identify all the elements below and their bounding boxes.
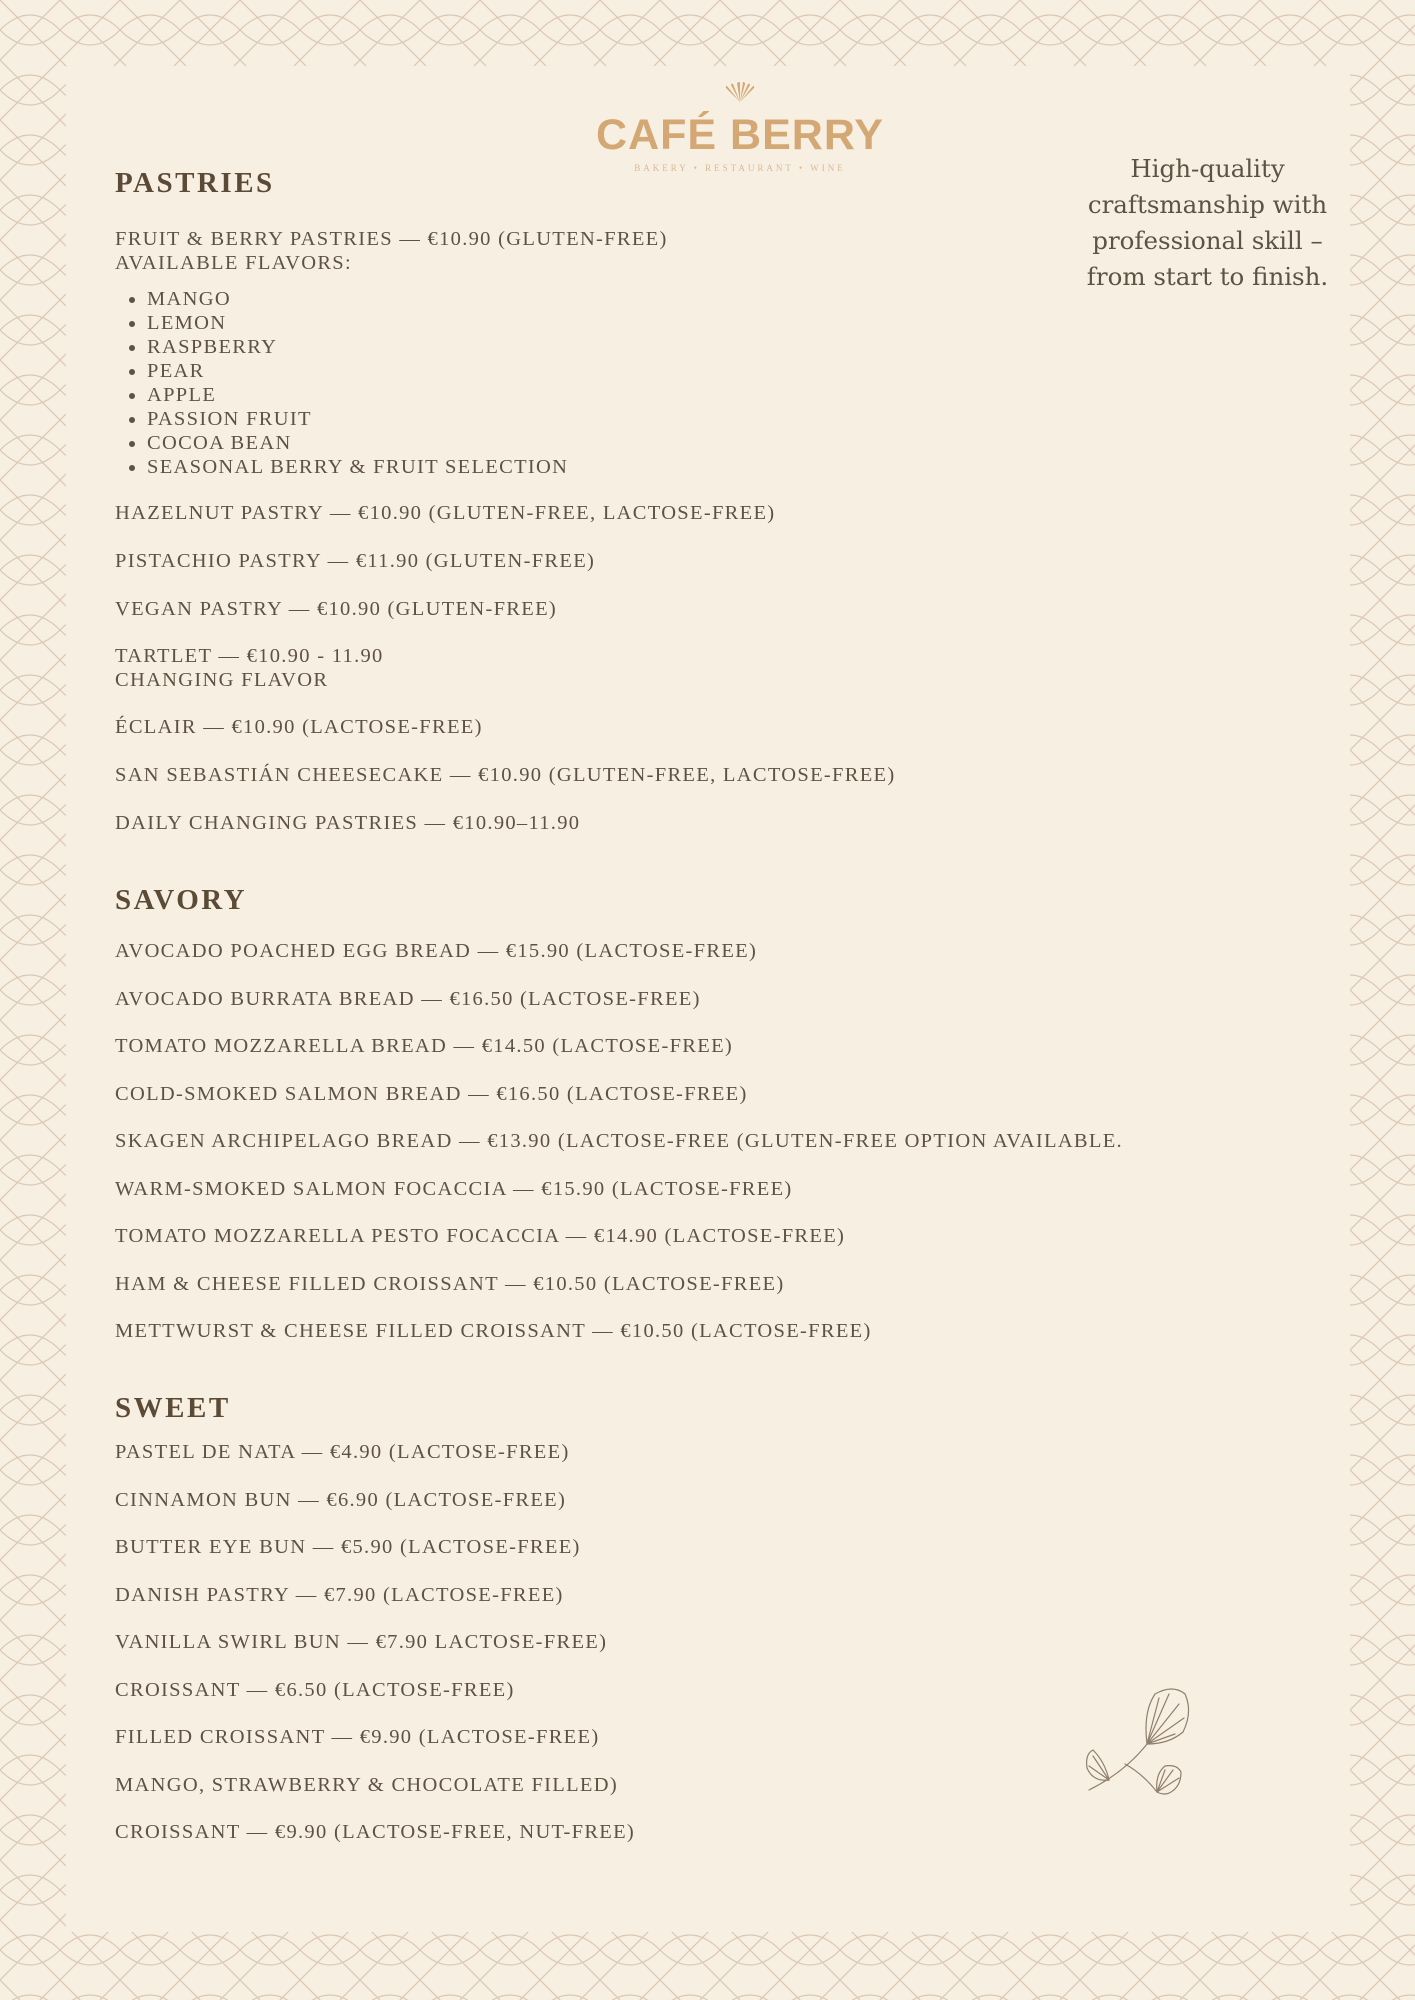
menu-item: CROISSANT — €6.50 (LACTOSE-FREE)	[115, 1678, 515, 1701]
menu-item-text: FRUIT & BERRY PASTRIES — €10.90 (GLUTEN-FREE)	[115, 228, 668, 250]
list-item: • COCOA BEAN	[147, 431, 1295, 455]
tagline-line: craftsmanship with	[1087, 190, 1328, 219]
menu-item: ÉCLAIR — €10.90 (LACTOSE-FREE)	[115, 716, 483, 738]
menu-item: TOMATO MOZZARELLA PESTO FOCACCIA — €14.90 (LACTOSE-FREE)	[115, 1225, 846, 1247]
brand-name: CAFÉ BERRY	[596, 111, 884, 159]
menu-item: FILLED CROISSANT — €9.90 (LACTOSE-FREE)	[115, 1726, 600, 1748]
menu-content	[115, 165, 1295, 1844]
menu-item: PASTEL DE NATA — €4.90 (LACTOSE-FREE)	[115, 1441, 570, 1463]
menu-item-tartlet	[115, 644, 1295, 692]
flavor-list	[115, 287, 1295, 479]
section-heading-savory: SAVORY	[115, 884, 248, 916]
section-heading-pastries: PASTRIES	[115, 167, 275, 199]
list-item: • LEMON	[147, 311, 1295, 335]
menu-item: AVOCADO BURRATA BREAD — €16.50 (LACTOSE-FREE)	[115, 987, 701, 1010]
menu-item: SKAGEN ARCHIPELAGO BREAD — €13.90 (LACTOSE-FREE (GLUTEN-FREE OPTION AVAILABLE.	[115, 1130, 1123, 1152]
menu-item-fruit-berry	[115, 227, 1295, 275]
menu-item-text: CHANGING FLAVOR	[115, 669, 329, 691]
menu-item: MANGO, STRAWBERRY & CHOCOLATE FILLED)	[115, 1773, 618, 1796]
menu-item: BUTTER EYE BUN — €5.90 (LACTOSE-FREE)	[115, 1536, 581, 1558]
tagline-line: professional skill –	[1092, 226, 1323, 255]
list-item: • PASSION FRUIT	[147, 407, 1295, 431]
brand-subtitle: BAKERY • RESTAURANT • WINE	[634, 163, 846, 173]
tagline-line: from start to finish.	[1086, 262, 1329, 291]
savory-list	[115, 939, 1295, 1343]
menu-item-text: AVAILABLE FLAVORS:	[115, 252, 352, 274]
menu-item: DANISH PASTRY — €7.90 (LACTOSE-FREE)	[115, 1583, 564, 1606]
list-item: • APPLE	[147, 383, 1295, 407]
menu-item: CROISSANT — €9.90 (LACTOSE-FREE, NUT-FREE)	[115, 1821, 636, 1843]
menu-item: COLD-SMOKED SALMON BREAD — €16.50 (LACTOSE-FREE)	[115, 1082, 748, 1105]
menu-item: VEGAN PASTRY — €10.90 (GLUTEN-FREE)	[115, 598, 558, 620]
list-item: • SEASONAL BERRY & FRUIT SELECTION	[147, 455, 1295, 479]
menu-item: CINNAMON BUN — €6.90 (LACTOSE-FREE)	[115, 1488, 567, 1511]
list-item: • PEAR	[147, 359, 1295, 383]
tagline-line: High-quality	[1130, 154, 1285, 183]
section-heading-sweet: SWEET	[115, 1392, 231, 1424]
menu-item: VANILLA SWIRL BUN — €7.90 LACTOSE-FREE)	[115, 1631, 608, 1653]
menu-item-text: TARTLET — €10.90 - 11.90	[115, 645, 384, 667]
menu-item: DAILY CHANGING PASTRIES — €10.90–11.90	[115, 812, 581, 834]
menu-item: AVOCADO POACHED EGG BREAD — €15.90 (LACTOSE-FREE)	[115, 940, 758, 962]
brand-logo	[540, 82, 940, 173]
menu-item: PISTACHIO PASTRY — €11.90 (GLUTEN-FREE)	[115, 550, 596, 572]
list-item: • RASPBERRY	[147, 335, 1295, 359]
menu-item: WARM-SMOKED SALMON FOCACCIA — €15.90 (LACTOSE-FREE)	[115, 1177, 793, 1200]
menu-item: HAM & CHEESE FILLED CROISSANT — €10.50 (LACTOSE-FREE)	[115, 1272, 785, 1295]
menu-item: TOMATO MOZZARELLA BREAD — €14.50 (LACTOSE-FREE)	[115, 1035, 734, 1057]
menu-item: SAN SEBASTIÁN CHEESECAKE — €10.90 (GLUTEN-FREE, LACTOSE-FREE)	[115, 764, 896, 786]
menu-item: HAZELNUT PASTRY — €10.90 (GLUTEN-FREE, LACTOSE-FREE)	[115, 502, 776, 524]
shell-icon	[720, 82, 760, 104]
menu-item: METTWURST & CHEESE FILLED CROISSANT — €10.50 (LACTOSE-FREE)	[115, 1320, 872, 1342]
list-item: • MANGO	[147, 287, 1295, 311]
ginkgo-leaf-icon	[1085, 1682, 1225, 1812]
